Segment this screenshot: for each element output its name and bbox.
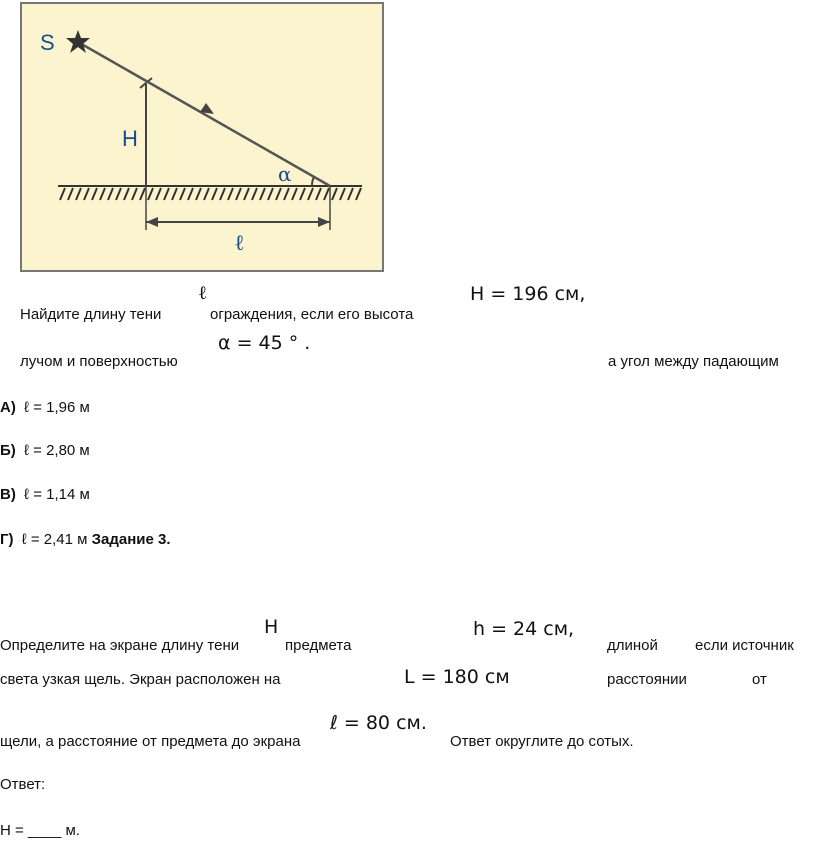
hatch-stroke: [324, 188, 329, 200]
task3-line1-start: Определите на экране длину тени: [0, 637, 240, 654]
formula-l-symbol: ℓ: [198, 282, 208, 304]
option-text: ℓ = 1,14 м: [24, 486, 90, 503]
dim-arrow-left: [146, 217, 158, 227]
option-letter: Б): [0, 442, 16, 459]
option-c[interactable]: [0, 486, 90, 503]
task3-line2-start: света узкая щель. Экран расположен на: [0, 671, 281, 688]
hatch-stroke: [284, 188, 289, 200]
hatch-stroke: [188, 188, 193, 200]
hatch-stroke: [172, 188, 177, 200]
hatch-stroke: [252, 188, 257, 200]
option-d[interactable]: [0, 531, 171, 548]
task2-line2-start: лучом и поверхностью: [20, 353, 178, 370]
label-l: ℓ: [234, 231, 245, 256]
hatch-stroke: [132, 188, 137, 200]
hatch-stroke: [308, 188, 313, 200]
label-alpha: α: [278, 162, 292, 186]
hatch-stroke: [100, 188, 105, 200]
task3-line1-mid: предмета: [285, 637, 352, 654]
hatch-stroke: [92, 188, 97, 200]
hatch-stroke: [116, 188, 121, 200]
formula-h-value: h = 24 см,: [473, 618, 575, 640]
hatch-stroke: [84, 188, 89, 200]
hatch-stroke: [220, 188, 225, 200]
hatch-stroke: [316, 188, 321, 200]
diagram-figure: [20, 2, 384, 272]
hatch-stroke: [68, 188, 73, 200]
answer-label: Ответ:: [0, 776, 46, 793]
hatch-stroke: [244, 188, 249, 200]
hatch-stroke: [204, 188, 209, 200]
hatch-stroke: [108, 188, 113, 200]
task3-line1-b: если источник: [695, 637, 794, 654]
hatch-stroke: [212, 188, 217, 200]
angle-arc: [312, 177, 314, 186]
option-text: ℓ = 2,80 м: [24, 442, 90, 459]
hatch-stroke: [268, 188, 273, 200]
hatch-stroke: [260, 188, 265, 200]
hatch-stroke: [348, 188, 353, 200]
hatch-stroke: [76, 188, 81, 200]
task2-line1-end: ограждения, если его высота: [210, 306, 414, 323]
task3-line2-a: расстоянии: [607, 671, 687, 688]
next-task-heading: Задание 3.: [91, 531, 171, 548]
hatch-stroke: [156, 188, 161, 200]
hatch-stroke: [340, 188, 345, 200]
option-letter: В): [0, 486, 16, 503]
task3-line3-start: щели, а расстояние от предмета до экрана: [0, 733, 301, 750]
hatch-stroke: [228, 188, 233, 200]
option-text: ℓ = 2,41 м: [21, 531, 88, 548]
answer-field[interactable]: H = ____ м.: [0, 822, 80, 839]
light-ray: [78, 42, 330, 186]
star-icon: [66, 30, 90, 53]
hatch-stroke: [148, 188, 153, 200]
hatch-stroke: [60, 188, 65, 200]
task2-line1-start: Найдите длину тени: [20, 306, 162, 323]
formula-h-value: H = 196 см,: [470, 283, 586, 305]
hatch-stroke: [356, 188, 361, 200]
task3-line2-b: от: [752, 671, 767, 688]
option-letter: А): [0, 399, 16, 416]
task3-line1-a: длиной: [607, 637, 658, 654]
hatch-stroke: [196, 188, 201, 200]
dim-arrow-right: [318, 217, 330, 227]
ground-hatching: [58, 186, 362, 200]
shadow-diagram: [22, 4, 386, 274]
hatch-stroke: [124, 188, 129, 200]
formula-l-value: ℓ = 80 см.: [330, 712, 427, 734]
label-h: H: [122, 126, 138, 151]
hatch-stroke: [180, 188, 185, 200]
task2-line2-end: а угол между падающим: [608, 353, 779, 370]
hatch-stroke: [164, 188, 169, 200]
hatch-stroke: [276, 188, 281, 200]
label-s: S: [40, 30, 55, 55]
option-b[interactable]: [0, 442, 90, 459]
formula-alpha-value: α = 45 ° .: [218, 332, 311, 354]
hatch-stroke: [300, 188, 305, 200]
option-a[interactable]: [0, 399, 90, 416]
task3-line3-end: Ответ округлите до сотых.: [450, 733, 634, 750]
formula-H-symbol: H: [264, 616, 279, 638]
hatch-stroke: [140, 188, 145, 200]
hatch-stroke: [236, 188, 241, 200]
formula-L-value: L = 180 см: [404, 666, 510, 688]
option-letter: Г): [0, 531, 14, 548]
hatch-stroke: [292, 188, 297, 200]
option-text: ℓ = 1,96 м: [24, 399, 90, 416]
hatch-stroke: [332, 188, 337, 200]
